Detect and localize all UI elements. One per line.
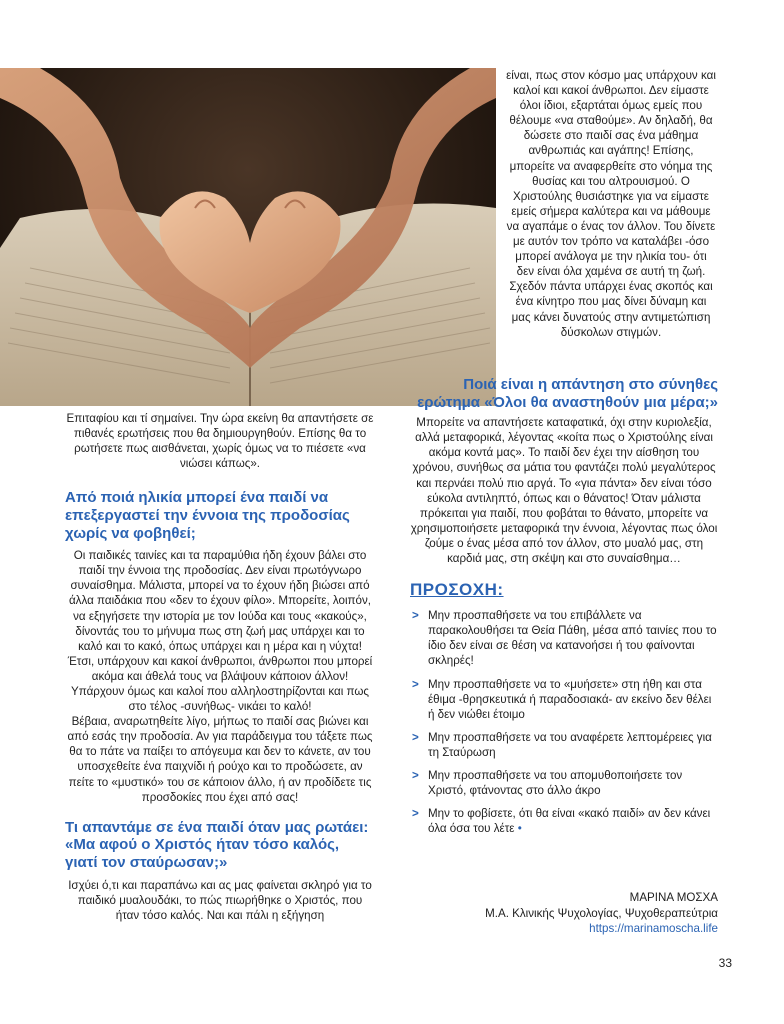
top-right-paragraph: είναι, πως στον κόσμο μας υπάρχουν και καλοί και κακοί άνθρωποι. Δεν είμαστε όλοι ίδιοι, εξαρτάται όμως εμείς που θέλουμε «να σταθούμε». Αν δηλαδή, θα δώσετε στο παιδί σας ένα μάθημα ανθρωπιάς και αγάπης! Επίσης, μπορείτε να αναφερθείτε στο νόημα της θυσίας και του αλτρουισμού. Ο Χριστούλης θυσιάστηκε για να είμαστε εμείς σήμερα καλύτερα και να μάθουμε να αγαπάμε ο ένας τον άλλον. Του δίνετε με αυτόν τον τρόπο να καταλάβει -όσο μπορεί ανάλογα με την ηλικία του- ότι δεν είναι όλα χαμένα σε αυτή τη ζωή. Σχεδόν πάντα υπάρχει ένας σκοπός και ένα κίνητρο που μας δίνει δύναμη και μας κάνει δυνατούς στην αντιμετώπιση δύσκολων στιγμών. bbox=[506, 69, 716, 339]
chevron-right-icon: > bbox=[412, 730, 419, 744]
section2-paragraph: Ισχύει ό,τι και παραπάνω και ας μας φαίνεται σκληρό για το παιδικό μυαλουδάκι, το πώς πιωρήθηκε ο Χριστός, που ήταν τόσο καλός. Ναι και πάλι η εξήγηση bbox=[68, 878, 372, 922]
left-intro-paragraph: Επιταφίου και τί σημαίνει. Την ώρα εκείνη θα απαντήσετε σε πιθανές ερωτήσεις που θα δημιουργηθούν. Επίσης θα το ρωτήσετε πως αισθάνεται, χωρίς όμως να το πιέσετε «να νιώσει κάπως». bbox=[66, 412, 374, 471]
section1-paragraph-1: Οι παιδικές ταινίες και τα παραμύθια ήδη έχουν βάλει στο παιδί την έννοια της προδοσίας. Δεν είναι πρωτόγνωρο συναίσθημα. Μάλιστα, μπορεί να το έχουν ήδη βιώσει από άλλα παιδάκια που «δεν το έχουν φίλο». Μπορείτε, λοιπόν, να εξηγήσετε την ιστορία με τον Ιούδα και τους «κακούς», δίνοντάς του το μήνυμα πως στη ζωή μας υπάρχει και το καλό και το κακό, όπως υπάρχει και η μέρα και η νύχτα! Έτσι, υπάρχουν και κακοί άνθρωποι, άνθρωποι που μπορεί ακόμα και άθελά τους να βλάψουν κάποιον άλλον! Υπάρχουν όμως και καλοί που αλληλοστηρίζονται και πως στο τέλος -συνήθως- νικάει το καλό! bbox=[67, 549, 373, 714]
author-website-link[interactable]: https://marinamoscha.life bbox=[589, 922, 718, 935]
end-bullet-icon: • bbox=[517, 822, 522, 836]
section1-paragraph-2: Βέβαια, αναρωτηθείτε λίγο, μήπως το παιδί σας βιώνει και από εσάς την προδοσία. Αν για παράδειγμα του τάξετε πως θα το πάτε να παίξει το απόγευμα και δεν το κάνετε, αν του υποσχεθείτε ένα παιχνίδι ή ρούχο και το προδώσετε, αν πείτε το «μυστικό» του σε κάποιον άλλο, ή αν προδίδετε τις προσδοκίες που έχει από σας! bbox=[67, 715, 373, 804]
top-right-column bbox=[505, 68, 717, 340]
page-number: 33 bbox=[718, 956, 732, 970]
chevron-right-icon: > bbox=[412, 677, 419, 691]
section1-heading: Από ποιά ηλικία μπορεί ένα παιδί να επεξεργαστεί την έννοια της προδοσίας χωρίς να φοβηθεί; bbox=[65, 489, 350, 542]
warning-item bbox=[410, 768, 718, 798]
warning-item-text: Μην προσπαθήσετε να του επιβάλλετε να παρακολουθήσει τα Θεία Πάθη, μέσα από ταινίες που το ίδιο δεν είναι σε θέση να κατανοήσει ή του φαίνονται σκληρές! bbox=[428, 609, 717, 668]
warning-list bbox=[410, 608, 718, 836]
hands-heart-illustration bbox=[0, 68, 496, 406]
warning-item-text: Μην προσπαθήσετε να του αναφέρετε λεπτομέρειες για τη Σταύρωση bbox=[428, 730, 712, 759]
warning-item bbox=[410, 730, 718, 760]
prosoxi-title: ΠΡΟΣΟΧΗ: bbox=[410, 580, 504, 600]
hands-heart-photo bbox=[0, 68, 496, 406]
chevron-right-icon: > bbox=[412, 807, 419, 821]
author-signature bbox=[485, 890, 718, 937]
warning-item-text: Μην προσπαθήσετε να το «μυήσετε» στη ήθη και στα έθιμα -θρησκευτικά ή παραδοσιακά- αν εκείνο δεν θέλει ή δεν νιώθει έτοιμο bbox=[428, 677, 712, 721]
chevron-right-icon: > bbox=[412, 609, 419, 623]
section3-heading: Ποιά είναι η απάντηση στο σύνηθες ερώτημα «Όλοι θα αναστηθούν μια μέρα;» bbox=[417, 376, 718, 411]
warning-item-text: Μην προσπαθήσετε να του απομυθοποιήσετε τον Χριστό, φτάνοντας στο άλλο άκρο bbox=[428, 768, 683, 798]
author-name: ΜΑΡΙΝΑ ΜΟΣΧΑ bbox=[629, 891, 718, 904]
section3-paragraph: Μπορείτε να απαντήσετε καταφατικά, όχι στην κυριολεξία, αλλά μεταφορικά, λέγοντας «κοίτα πως ο Χριστούλης είναι ακόμα κοντά μας». Το παιδί δεν έχει την αίσθηση του χρόνου, συνήθως σα μάτια του φαντάζει πολύ μεγαλύτερος και περνάει πολύ πιο αργά. Το «για πάντα» δεν είναι τόσο εύκολα αντιληπτό, όπως και ο θάνατος! Όταν μάλιστα πρόκειται για παιδί, που φοβάται το θάνατο, μπορείτε να χρησιμοποιήσετε μεταφορικά την έννοια, λέγοντας πως όλοι ζούμε ο ένας μέσα από τον άλλον, στο μυαλό μας, στη καρδιά μας, στη σκέψη και στο συναίσθημα… bbox=[410, 416, 718, 566]
right-column bbox=[410, 376, 718, 844]
author-title: Μ.Α. Κλινικής Ψυχολογίας, Ψυχοθεραπεύτρια bbox=[485, 906, 718, 920]
section2-heading: Τι απαντάμε σε ένα παιδί όταν μας ρωτάει: «Μα αφού ο Χριστός ήταν τόσο καλός, γιατί τον σταύρωσαν;» bbox=[65, 818, 369, 871]
warning-item-text: Μην το φοβίσετε, ότι θα είναι «κακό παιδί» αν δεν κάνει όλα όσα του λέτε bbox=[428, 807, 711, 836]
warning-item bbox=[410, 608, 718, 668]
warning-item bbox=[410, 677, 718, 722]
left-column bbox=[65, 411, 375, 923]
warning-item bbox=[410, 806, 718, 836]
chevron-right-icon: > bbox=[412, 768, 419, 782]
